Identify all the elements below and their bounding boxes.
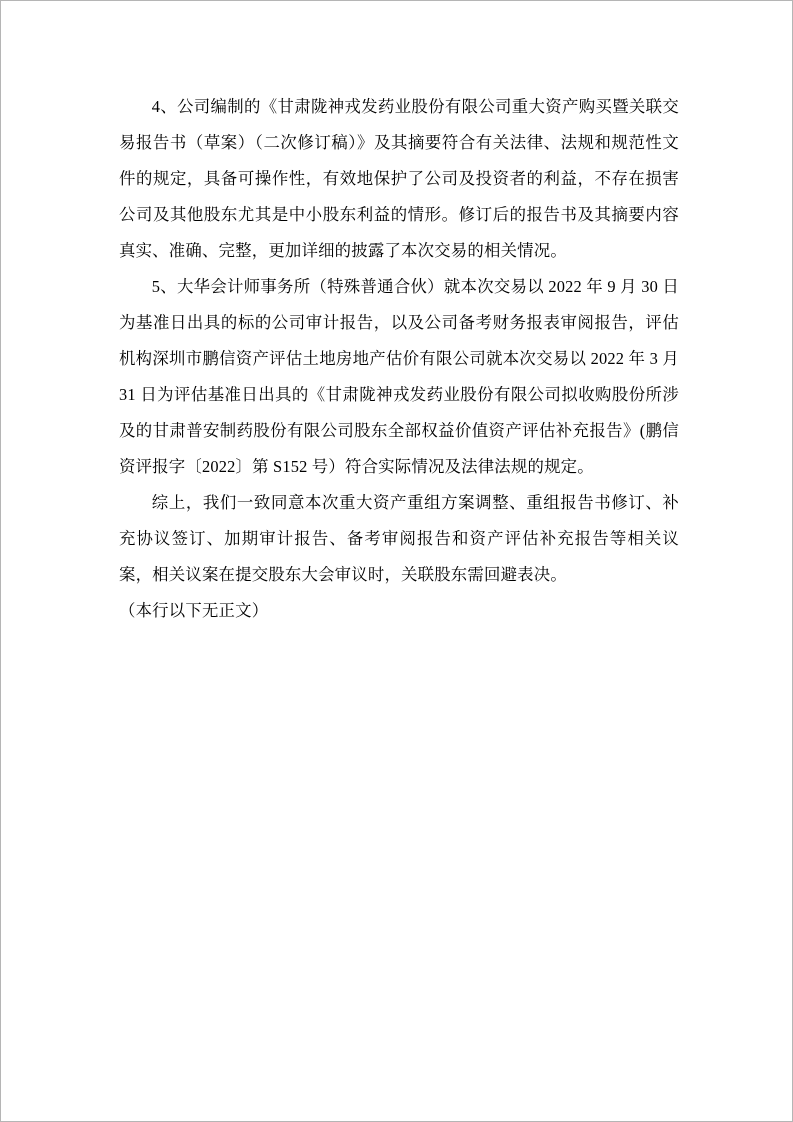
paragraph-conclusion: 综上，我们一致同意本次重大资产重组方案调整、重组报告书修订、补充协议签订、加期审计报告、备考审阅报告和资产评估补充报告等相关议案，相关议案在提交股东大会审议时，关联股东需回避表决。 bbox=[119, 493, 679, 584]
paragraph-item-5: 5、大华会计师事务所（特殊普通合伙）就本次交易以 2022 年 9 月 30 日为基准日出具的标的公司审计报告，以及公司备考财务报表审阅报告，评估机构深圳市鹏信资产评估土地房地产估价有限公司就本次交易以 2022 年 3 月 31 日为评估基准日出具的《甘肃陇神戎发药业股份有限公司拟收购股份所涉及的甘肃普安制药股份有限公司股东全部权益价值资产评估补充报告》(鹏信资评报字〔2022〕第 S152 号）符合实际情况及法律法规的规定。 bbox=[119, 277, 679, 476]
paragraph-item-4: 4、公司编制的《甘肃陇神戎发药业股份有限公司重大资产购买暨关联交易报告书（草案）（二次修订稿）》及其摘要符合有关法律、法规和规范性文件的规定，具备可操作性，有效地保护了公司及投资者的利益，不存在损害公司及其他股东尤其是中小股东利益的情形。修订后的报告书及其摘要内容真实、准确、完整，更加详细的披露了本次交易的相关情况。 bbox=[119, 97, 679, 260]
document-body bbox=[119, 89, 679, 629]
closing-note: （本行以下无正文） bbox=[119, 601, 269, 620]
